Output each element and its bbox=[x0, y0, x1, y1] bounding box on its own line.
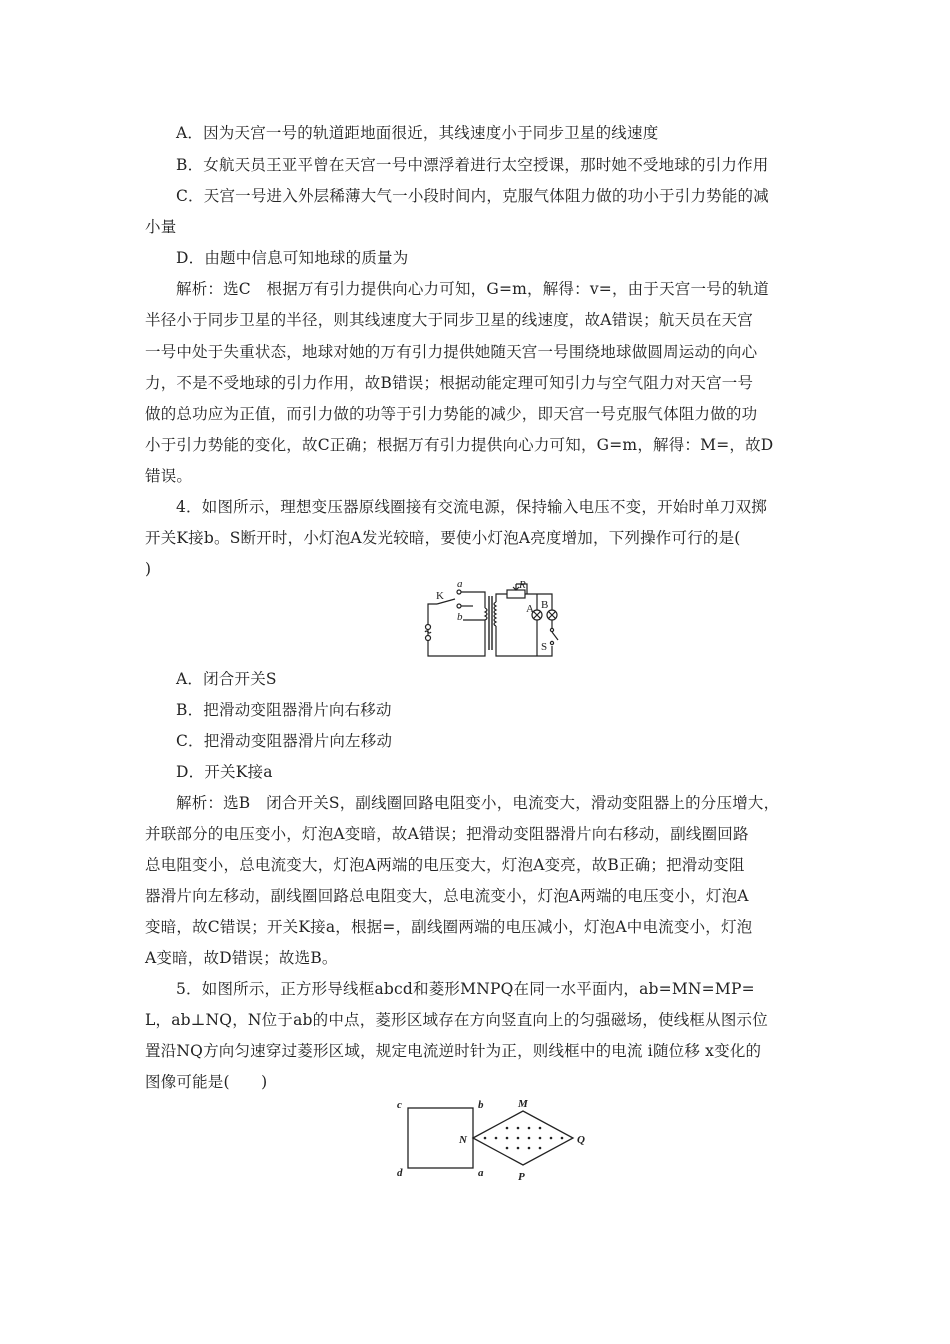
q4-stem: ) bbox=[145, 560, 152, 578]
q3-analysis-line: 做的总功应为正值，而引力做的功等于引力势能的减少，即天宫一号克服气体阻力做的功 bbox=[145, 405, 758, 423]
q5-stem: 置沿NQ方向匀速穿过菱形区域，规定电流逆时针为正，则线框中的电流 i随位移 x变化的 bbox=[145, 1042, 762, 1060]
field-dot bbox=[539, 1137, 542, 1140]
field-dot bbox=[528, 1147, 531, 1150]
field-dot bbox=[528, 1127, 531, 1130]
field-dot bbox=[495, 1137, 498, 1140]
label-P: P bbox=[518, 1171, 525, 1183]
field-dot bbox=[506, 1137, 509, 1140]
q3-analysis-line: 一号中处于失重状态，地球对她的万有引力提供她随天宫一号围绕地球做圆周运动的向心 bbox=[145, 343, 758, 361]
transformer-circuit-figure bbox=[415, 580, 570, 660]
label-d: d bbox=[397, 1167, 403, 1179]
field-dot bbox=[528, 1137, 531, 1140]
label-Q: Q bbox=[577, 1134, 585, 1146]
field-dot bbox=[539, 1147, 542, 1150]
q3-analysis-line: 小于引力势能的变化，故C正确；根据万有引力提供向心力可知，G=m，解得：M=，故D bbox=[145, 436, 774, 454]
field-dot bbox=[484, 1137, 487, 1140]
q4-stem: 开关K接b。S断开时，小灯泡A发光较暗，要使小灯泡A亮度增加，下列操作可行的是( bbox=[145, 529, 741, 547]
q4-analysis-line: A变暗，故D错误；故选B。 bbox=[145, 949, 338, 967]
q4-option-a: A．闭合开关S bbox=[176, 670, 277, 688]
label-b: b bbox=[478, 1099, 484, 1111]
label-K: K bbox=[436, 590, 444, 602]
q4-stem: 4．如图所示，理想变压器原线圈接有交流电源，保持输入电压不变，开始时单刀双掷 bbox=[176, 498, 767, 516]
q4-analysis-line: 总电阻变小，总电流变大，灯泡A两端的电压变大，灯泡A变亮，故B正确；把滑动变阻 bbox=[145, 856, 745, 874]
field-dot bbox=[539, 1127, 542, 1130]
q4-option-b: B．把滑动变阻器滑片向右移动 bbox=[176, 701, 392, 719]
q5-stem: 图像可能是( ) bbox=[145, 1073, 268, 1091]
q4-analysis-line: 变暗，故C错误；开关K接a，根据=，副线圈两端的电压减小，灯泡A中电流变小，灯泡 bbox=[145, 918, 753, 936]
label-b: b bbox=[457, 611, 463, 623]
q3-option-a: A．因为天宫一号的轨道距地面很近，其线速度小于同步卫星的线速度 bbox=[176, 124, 659, 142]
field-dot bbox=[506, 1147, 509, 1150]
q5-stem: 5．如图所示，正方形导线框abcd和菱形MNPQ在同一水平面内，ab=MN=MP= bbox=[176, 980, 755, 998]
field-dot bbox=[517, 1137, 520, 1140]
label-N: N bbox=[459, 1134, 467, 1146]
label-a: a bbox=[457, 580, 463, 590]
q5-stem: L，ab⊥NQ，N位于ab的中点，菱形区域存在方向竖直向上的匀强磁场，使线框从图示位 bbox=[145, 1011, 768, 1029]
q3-analysis-line: 错误。 bbox=[145, 467, 193, 485]
q3-option-d: D．由题中信息可知地球的质量为 bbox=[176, 249, 409, 267]
q4-option-c: C．把滑动变阻器滑片向左移动 bbox=[176, 732, 393, 750]
field-dot bbox=[517, 1127, 520, 1130]
label-M: M bbox=[518, 1098, 528, 1110]
q3-analysis-line: 半径小于同步卫星的半径，则其线速度大于同步卫星的线速度，故A错误；航天员在天宫 bbox=[145, 311, 753, 329]
q4-analysis-line: 并联部分的电压变小，灯泡A变暗，故A错误；把滑动变阻器滑片向右移动，副线圈回路 bbox=[145, 825, 749, 843]
q4-option-d: D．开关K接a bbox=[176, 763, 273, 781]
q3-analysis-line: 解析：选C 根据万有引力提供向心力可知，G=m，解得：v=，由于天宫一号的轨道 bbox=[176, 280, 769, 298]
field-dot bbox=[506, 1127, 509, 1130]
q3-option-c: C．天宫一号进入外层稀薄大气一小段时间内，克服气体阻力做的功小于引力势能的减 bbox=[176, 187, 769, 205]
q3-option-b: B．女航天员王亚平曾在天宫一号中漂浮着进行太空授课，那时她不受地球的引力作用 bbox=[176, 156, 769, 174]
field-dot bbox=[550, 1137, 553, 1140]
q4-analysis-line: 解析：选B 闭合开关S，副线圈回路电阻变小，电流变大，滑动变阻器上的分压增大， bbox=[176, 794, 780, 812]
q3-option-c-cont: 小量 bbox=[145, 218, 177, 236]
label-S: S bbox=[541, 641, 548, 653]
field-dot bbox=[517, 1147, 520, 1150]
label-R: R bbox=[519, 580, 526, 591]
magnetic-field-dots bbox=[484, 1127, 564, 1150]
q4-analysis-line: 器滑片向左移动，副线圈回路总电阻变大，总电流变小，灯泡A两端的电压变小，灯泡A bbox=[145, 887, 749, 905]
square-rhombus-figure bbox=[395, 1096, 595, 1184]
field-dot bbox=[561, 1137, 564, 1140]
label-a: a bbox=[478, 1167, 484, 1179]
label-B: B bbox=[541, 599, 549, 611]
label-A: A bbox=[526, 603, 534, 615]
q3-analysis-line: 力，不是不受地球的引力作用，故B错误；根据动能定理可知引力与空气阻力对天宫一号 bbox=[145, 374, 754, 392]
label-c: c bbox=[397, 1099, 402, 1111]
